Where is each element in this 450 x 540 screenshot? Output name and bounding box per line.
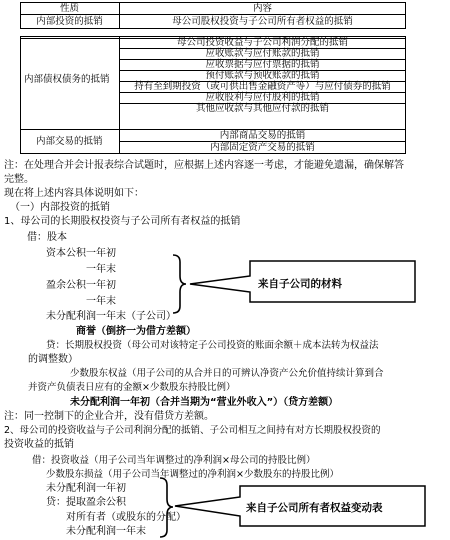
- table2-group1-item: 持有至到期投资（或可供出售金融资产等）与应付债券的抵销: [134, 81, 391, 92]
- entry2-credit: 贷：提取盈余公积: [46, 497, 126, 508]
- callout-1-text: 来自子公司的材料: [258, 278, 342, 290]
- entry1-minority-line-2: 并资产负债表日应有的金额×少数股东持股比例）: [28, 382, 236, 393]
- table1-row-nature: 内部投资的抵销: [36, 16, 103, 27]
- entry1-surplus-reserve: 盈余公积一年初: [46, 280, 116, 291]
- section-1-heading: （一）内部投资的抵销: [10, 202, 110, 213]
- entry1-credit-line-2: 的调整数）: [28, 354, 78, 365]
- entry2-debit: 借：投资收益（用子公司当年调整过的净利润×母公司的持股比例）: [32, 455, 316, 466]
- table2-group1-item: 其他应收款与其他应付款的抵销: [195, 103, 329, 114]
- entry1-capital-reserve: 资本公积一年初: [46, 248, 116, 259]
- entry1-credit-line-1: 贷：长期股权投资（母公司对该特定子公司投资的账面余额＋成本法转为权益法: [46, 340, 379, 351]
- entry1-goodwill: 商誉（倒挤一为借方差额）: [76, 326, 196, 337]
- intro-line: 现在将上述内容具体说明如下：: [4, 188, 144, 199]
- table2-group2-item: 内部商品交易的抵销: [219, 130, 306, 141]
- table1-row-content: 母公司股权投资与子公司所有者权益的抵销: [172, 16, 353, 27]
- table2-group2-label: 内部交易的抵销: [36, 136, 103, 147]
- entry2-undistributed-begin: 未分配利润一年初: [46, 483, 126, 494]
- item-2-heading-line-2: 投资收益的抵销: [4, 439, 74, 450]
- entry1-undistributed-2: 未分配利润一年初（合并当期为“营业外收入”）（贷方差额）: [70, 397, 339, 408]
- table2-group1-item: 应收票据与应付票据的抵销: [205, 59, 320, 70]
- note-1-line-1: 注：在处理合并会计报表综合试题时，应根据上述内容逐一考虑，才能避免遗漏，确保解答: [4, 160, 404, 171]
- entry2-minority: 少数股东损益（用子公司当年调整过的净利润×少数股东的持股比例）: [46, 469, 339, 480]
- table2-group1-item: 母公司投资收益与子公司利润分配的抵销: [176, 37, 348, 48]
- entry1-minority-line-1: 少数股东权益（用子公司的从合并日的可辨认净资产公允价值持续计算到合: [70, 368, 384, 379]
- entry1-undistributed: 未分配利润一年末（子公司）: [46, 311, 176, 322]
- callout-2-text: 来自子公司所有者权益变动表: [246, 502, 383, 514]
- brace-icon: [160, 478, 173, 537]
- note-2: 注：同一控制下的企业合并，没有借贷方差额。: [4, 411, 214, 422]
- item-2-heading-line-1: 2、母公司的投资收益与子公司利润分配的抵销、子公司相互之间持有对方长期股权投资的: [4, 425, 381, 436]
- note-1-line-2: 完整。: [4, 174, 34, 185]
- table1-header-nature: 性质: [59, 3, 79, 14]
- table2-group2-item: 内部固定资产交易的抵销: [210, 142, 315, 153]
- item-1-heading: 1、母公司的长期股权投资与子公司所有者权益的抵销: [4, 216, 241, 227]
- table2-group1-item: 应收股利与应付股利的抵销: [205, 92, 320, 103]
- table2-group1-item: 应收账款与应付账款的抵销: [205, 48, 320, 59]
- table2-group1-label: 内部债权债务的抵销: [24, 74, 110, 85]
- entry1-year-end-1: 一年末: [86, 264, 116, 275]
- table1-header-content: 内容: [252, 3, 272, 14]
- table2-group1-item: 预付账款与预收账款的抵销: [205, 70, 320, 81]
- entry2-undistributed-end: 未分配利润一年末: [66, 526, 146, 537]
- entry1-year-end-2: 一年末: [86, 296, 116, 307]
- brace-icon: [173, 255, 186, 313]
- entry2-to-owners: 对所有者（或股东的分配）: [66, 512, 186, 523]
- entry1-debit: 借：股本: [27, 232, 67, 243]
